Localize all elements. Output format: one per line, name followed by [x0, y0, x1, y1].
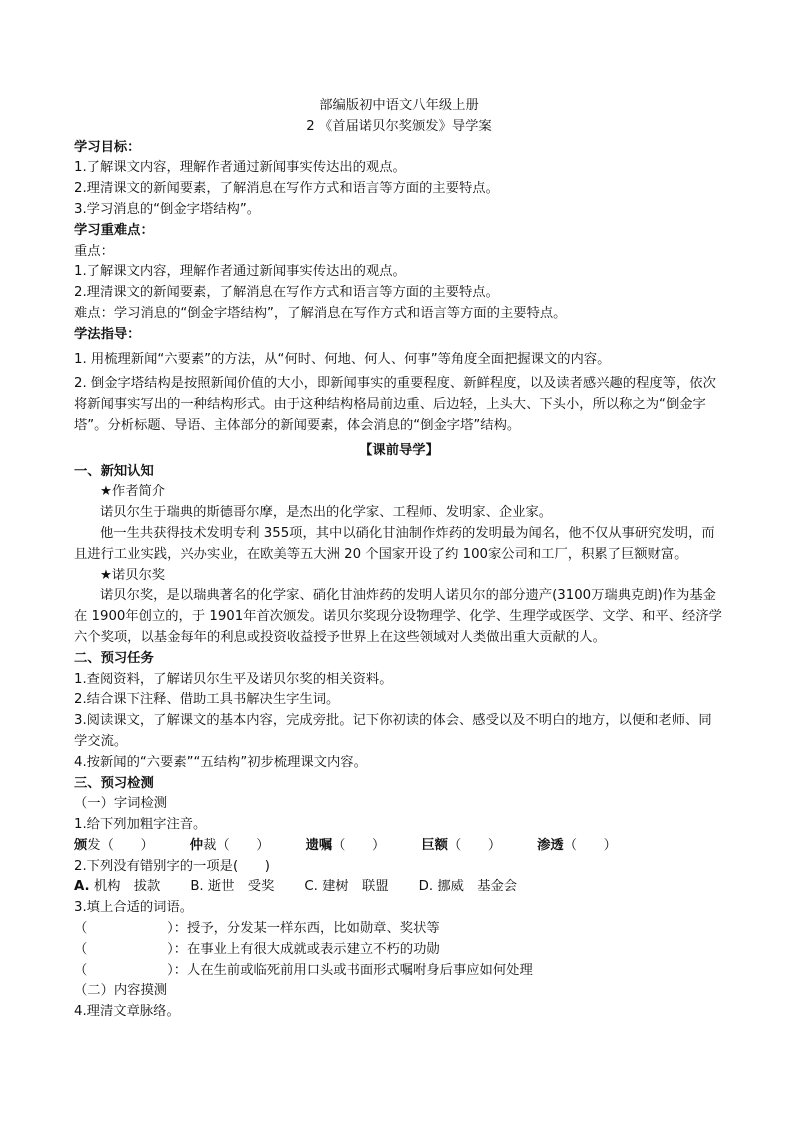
vocab-bold-char: 巨额 — [421, 837, 448, 853]
task-item: 1.查阅资料，了解诺贝尔生平及诺贝尔奖的相关资料。 — [74, 671, 393, 687]
objective-item: 2.理清课文的新闻要素，了解消息在写作方式和语言等方面的主要特点。 — [74, 181, 499, 197]
options-row — [74, 877, 724, 898]
subsection-heading: （一）字词检测 — [74, 796, 168, 812]
vocab-item — [190, 836, 270, 857]
author-paragraph: 他一生共获得技术发明专利 355项，其中以硝化甘油制作炸药的发明最为闻名，他不仅从事研究发明，而且进行工业实践，兴办实业，在欧美等五大洲 20 个国家开设了约 100家公司和工厂，积累了巨额财富。 — [74, 525, 715, 562]
preclass-heading: 【课前导学】 — [359, 442, 439, 458]
question-4: 4.理清文章脉络。 — [74, 1004, 180, 1020]
keypoints-heading: 学习重难点： — [74, 222, 154, 238]
vocab-bold-char: 遗嘱 — [305, 837, 333, 853]
question-1: 1.给下列加粗字注音。 — [74, 817, 207, 833]
vocab-bold-char: 仲 — [189, 837, 204, 853]
vocab-row — [74, 836, 724, 857]
method-item: 1. 用梳理新闻“六要素”的方法，从“何时、何地、何人、何事”等角度全面把握课文的内容。 — [74, 351, 611, 367]
vocab-blank: 发（ ） — [87, 837, 154, 853]
fill-blank-item: （ ）：授予，分发某一样东西，比如勋章、奖状等 — [74, 921, 440, 937]
key-label: 重点： — [74, 243, 114, 259]
vocab-bold-char: 颁 — [74, 837, 88, 853]
task-item: 3.阅读课文，了解课文的基本内容，完成旁批。记下你初读的体会、感受以及不明白的地方，以便和老师、同学交流。 — [74, 713, 712, 749]
difficulty-text: 难点：学习消息的“倒金字塔结构”，了解消息在写作方式和语言等方面的主要特点。 — [74, 305, 567, 321]
document-content — [74, 96, 724, 1023]
doc-title-lesson: 2 《首届诺贝尔奖颁发》导学案 — [306, 118, 492, 134]
author-paragraph: 诺贝尔生于瑞典的斯德哥尔摩，是杰出的化学家、工程师、发明家、企业家。 — [100, 505, 553, 521]
fill-blank-item: （ ）：在事业上有很大成就或表示建立不朽的功勋 — [74, 941, 440, 957]
vocab-blank: 裁（ ） — [203, 837, 270, 853]
author-label: ★作者简介 — [100, 484, 166, 500]
vocab-blank: （ ） — [332, 837, 386, 853]
option-a: A. 机构 拔款 — [74, 879, 161, 895]
key-item: 2.理清课文的新闻要素，了解消息在写作方式和语言等方面的主要特点。 — [74, 285, 499, 301]
fill-blank-item: （ ）：人在生前或临死前用口头或书面形式嘱咐身后事应如何处理 — [74, 962, 533, 978]
option-d: D. 挪威 基金会 — [418, 879, 518, 895]
vocab-item — [421, 836, 501, 857]
prize-label: ★诺贝尔奖 — [100, 567, 166, 583]
question-3: 3.填上合适的词语。 — [74, 900, 194, 916]
prize-paragraph: 诺贝尔奖，是以瑞典著名的化学家、硝化甘油炸药的发明人诺贝尔的部分遗产(3100万瑞典克朗)作为基金在 1900年创立的，于 1901年首次颁发。诺贝尔奖现分设物理学、化学、生理学或医学、文学、和平、经济学六个奖项，以基金每年的利息或投资收益授予世界上在这些领域对人类做出重大贡献的人。 — [74, 588, 722, 645]
vocab-blank: （ ） — [447, 837, 502, 853]
vocab-bold-char: 渗透 — [537, 837, 564, 853]
vocab-item — [74, 836, 154, 857]
vocab-blank: （ ） — [563, 837, 617, 853]
objective-item: 3.学习消息的“倒金字塔结构”。 — [74, 201, 261, 217]
key-item: 1.了解课文内容，理解作者通过新闻事实传达出的观点。 — [74, 264, 406, 280]
objective-item: 1.了解课文内容，理解作者通过新闻事实传达出的观点。 — [74, 160, 406, 176]
task-item: 2.结合课下注释、借助工具书解决生字生词。 — [74, 692, 340, 708]
section-heading: 三、预习检测 — [74, 775, 154, 791]
option-b: B. 逝世 受奖 — [190, 879, 275, 895]
vocab-item — [537, 836, 617, 857]
doc-title-grade: 部编版初中语文八年级上册 — [319, 98, 479, 113]
objectives-heading: 学习目标： — [74, 139, 141, 155]
option-c: C. 建树 联盟 — [304, 879, 389, 895]
subsection-heading: （二）内容摸测 — [74, 983, 168, 999]
task-item: 4.按新闻的“六要素”“五结构”初步梳理课文内容。 — [74, 754, 367, 770]
method-item: 2. 倒金字塔结构是按照新闻价值的大小，即新闻事实的重要程度、新鲜程度，以及读者感兴趣的程度等，依次将新闻事实写出的一种结构形式。由于这种结构格局前边重、后边轻，上头大、下头小，所以称之为“倒金字塔”。分析标题、导语、主体部分的新闻要素，体会消息的“倒金字塔”结构。 — [74, 376, 716, 433]
method-heading: 学法指导： — [74, 326, 141, 342]
section-heading: 一、新知认知 — [74, 463, 154, 479]
question-2: 2.下列没有错别字的一项是( ) — [74, 858, 270, 874]
section-heading: 二、预习任务 — [74, 650, 154, 666]
vocab-item — [306, 836, 386, 857]
